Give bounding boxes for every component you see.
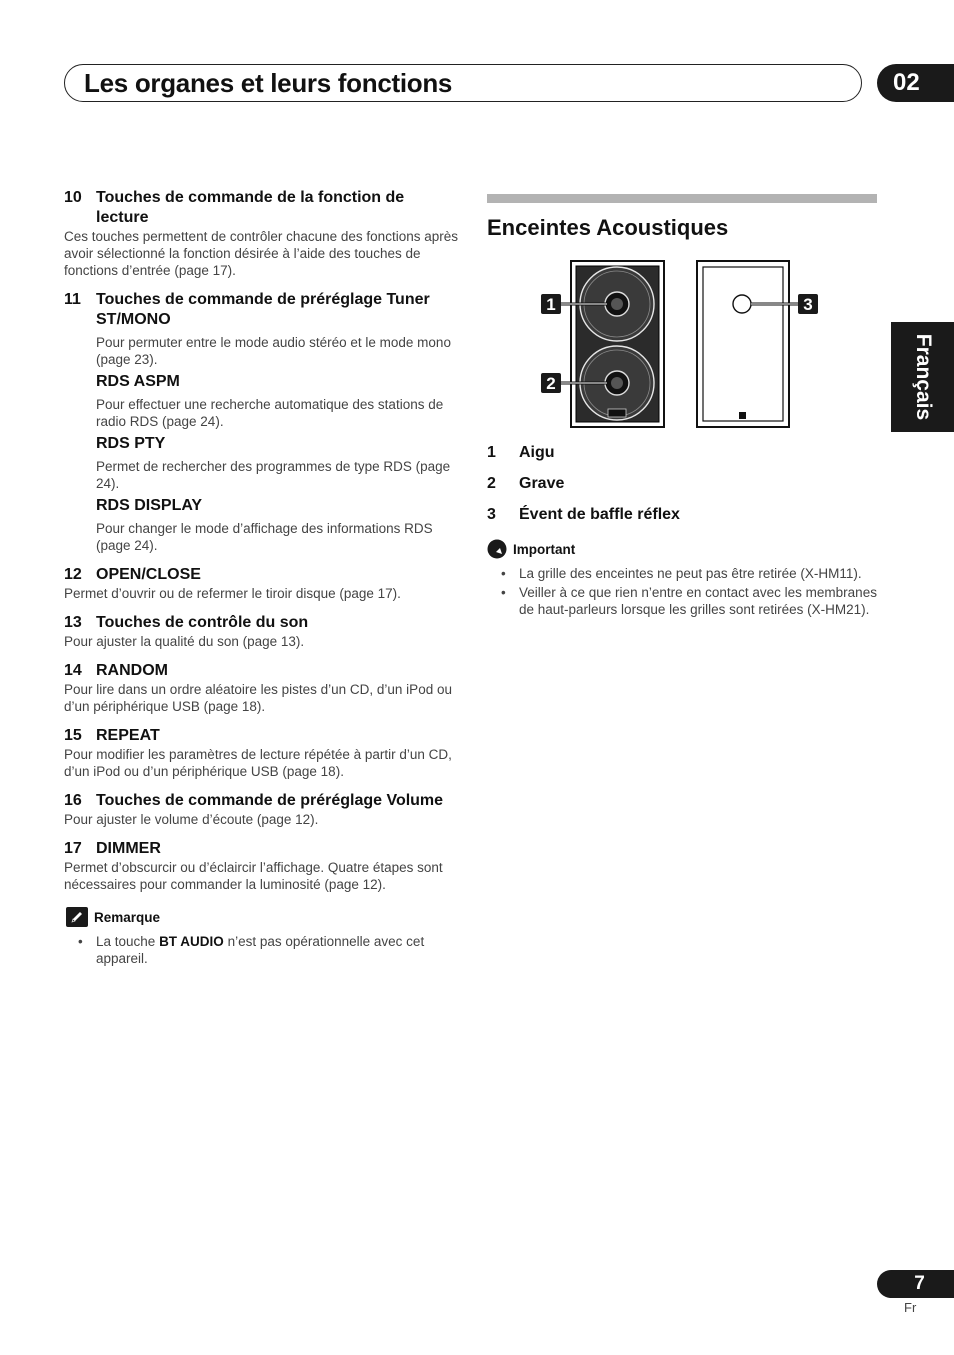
item-number: 12 [64, 566, 82, 583]
item-title: Touches de commande de préréglage Volume [96, 792, 444, 809]
important-heading [487, 539, 877, 559]
item-17 [64, 839, 459, 893]
speaker-diagram [487, 259, 877, 431]
item-11-details [96, 334, 459, 554]
left-column [64, 188, 459, 969]
item-number: 13 [64, 614, 82, 631]
note-heading [64, 907, 459, 927]
item-number: 11 [64, 291, 81, 308]
item-description: Pour ajuster le volume d’écoute (page 12). [64, 812, 319, 827]
item-title: Touches de contrôle du son [96, 614, 309, 631]
item-number: 14 [64, 662, 82, 679]
rear-terminal [739, 412, 746, 419]
page-title: Les organes et leurs fonctions [84, 68, 453, 98]
subitem-title: RDS PTY [96, 435, 166, 452]
chapter-number: 02 [877, 64, 954, 102]
item-title: RANDOM [96, 662, 168, 679]
item-title: REPEAT [96, 727, 160, 744]
callout-2: 2 [546, 374, 556, 393]
legend-list [487, 443, 877, 525]
item-number: 17 [64, 840, 82, 857]
subitem-title: RDS ASPM [96, 373, 180, 390]
item-description: Permet d’obscurcir ou d’éclaircir l’affichage. Quatre étapes sont nécessaires pour commander la luminosité (page 12). [64, 860, 443, 892]
item-title: Touches de commande de préréglage Tuner ST/MONO [96, 291, 430, 328]
warning-icon [487, 539, 507, 559]
item-15 [64, 726, 459, 780]
speaker-illustration [487, 259, 877, 431]
item-title: DIMMER [96, 840, 161, 857]
section-title: Enceintes Acoustiques [487, 215, 729, 240]
right-column [487, 194, 877, 620]
note-list [64, 933, 459, 967]
callout-1: 1 [546, 295, 556, 314]
subitem-description: Pour effectuer une recherche automatique des stations de radio RDS (page 24). [96, 397, 444, 429]
page-language: Fr [904, 1300, 917, 1315]
item-14 [64, 661, 459, 715]
item-12 [64, 565, 459, 602]
subitem-description: Permet de rechercher des programmes de type RDS (page 24). [96, 459, 451, 491]
item-number: 10 [64, 189, 82, 206]
section-divider [487, 194, 877, 203]
item-title: Touches de commande de la fonction de lecture [96, 189, 405, 226]
legend-item: 2 Grave [487, 475, 565, 492]
list-item: • Veiller à ce que rien n’entre en contact avec les membranes de haut-parleurs lorsque les grilles sont retirées (X-HM21). [487, 584, 877, 618]
subitem-title: RDS DISPLAY [96, 497, 203, 514]
item-description: Pour lire dans un ordre aléatoire les pistes d’un CD, d’un iPod ou d’un périphérique USB (page 18). [64, 682, 452, 714]
item-number: 15 [64, 727, 82, 744]
list-item: • La touche BT AUDIO n’est pas opérationnelle avec cet appareil. [64, 933, 459, 967]
important-list [487, 565, 877, 618]
item-11 [64, 290, 459, 554]
bt-audio-key: BT AUDIO [159, 934, 224, 949]
page-number: 7 [877, 1270, 954, 1298]
important-label: Important [513, 541, 576, 557]
callout-3: 3 [803, 295, 813, 314]
legend-item: 1 Aigu [487, 444, 555, 461]
language-tab [891, 322, 954, 432]
note-label: Remarque [94, 909, 161, 925]
item-description: Pour modifier les paramètres de lecture répétée à partir d’un CD, d’un iPod ou d’un périphérique USB (page 18). [64, 747, 452, 779]
list-item: • La grille des enceintes ne peut pas être retirée (X-HM11). [487, 565, 877, 582]
bass-reflex-port [733, 295, 751, 313]
item-description: Pour permuter entre le mode audio stéréo et le mode mono (page 23). [96, 335, 451, 367]
item-10 [64, 188, 459, 279]
item-description: Permet d’ouvrir ou de refermer le tiroir disque (page 17). [64, 586, 401, 601]
legend-item: 3 Évent de baffle réflex [487, 506, 680, 523]
item-description: Ces touches permettent de contrôler chacune des fonctions après avoir sélectionné la fonction désirée à l’aide des touches de fonctions d’entrée (page 17). [64, 229, 458, 278]
item-description: Pour ajuster la qualité du son (page 13). [64, 634, 305, 649]
item-title: OPEN/CLOSE [96, 566, 201, 583]
item-16 [64, 791, 459, 828]
item-number: 16 [64, 792, 82, 809]
brand-plate [608, 409, 626, 417]
item-13 [64, 613, 459, 650]
subitem-description: Pour changer le mode d’affichage des informations RDS (page 24). [96, 521, 433, 553]
language-tab-label: Français [911, 333, 935, 421]
pencil-note-icon [66, 907, 88, 927]
